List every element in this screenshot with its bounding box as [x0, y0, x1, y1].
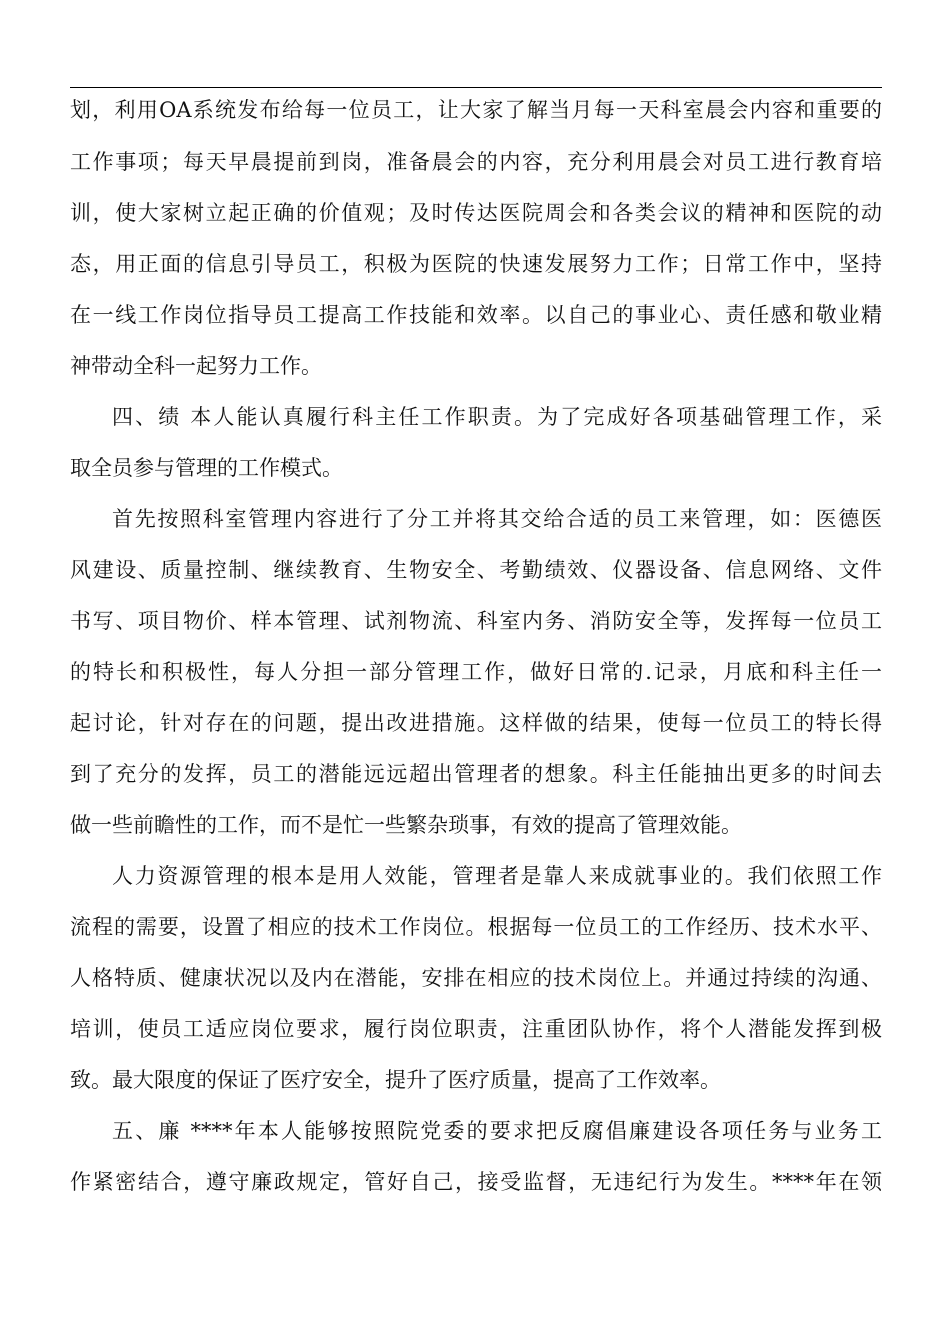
text-line: 训，使大家树立起正确的价值观；及时传达医院周会和各类会议的精神和医院的动 — [70, 201, 882, 225]
text-line: 起讨论，针对存在的问题，提出改进措施。这样做的结果，使每一位员工的特长得 — [70, 711, 882, 735]
text-line: 致。最大限度的保证了医疗安全，提升了医疗质量，提高了工作效率。 — [70, 1068, 721, 1092]
header-rule — [70, 87, 882, 88]
text-line: 流程的需要，设置了相应的技术工作岗位。根据每一位员工的工作经历、技术水平、 — [70, 915, 882, 939]
text-line: 到了充分的发挥，员工的潜能远远超出管理者的想象。科主任能抽出更多的时间去 — [70, 762, 882, 786]
text-line: 做一些前瞻性的工作，而不是忙一些繁杂琐事，有效的提高了管理效能。 — [70, 813, 742, 837]
text-line: 取全员参与管理的工作模式。 — [70, 456, 343, 480]
text-line: 神带动全科一起努力工作。 — [70, 354, 322, 378]
text-line: 态，用正面的信息引导员工，积极为医院的快速发展努力工作；日常工作中，坚持 — [70, 252, 882, 276]
section-heading-line: 四、绩 本人能认真履行科主任工作职责。为了完成好各项基础管理工作，采 — [112, 405, 882, 429]
text-line: 培训，使员工适应岗位要求，履行岗位职责，注重团队协作，将个人潜能发挥到极 — [70, 1017, 882, 1041]
text-line: 书写、项目物价、样本管理、试剂物流、科室内务、消防安全等，发挥每一位员工 — [70, 609, 882, 633]
text-line: 人格特质、健康状况以及内在潜能，安排在相应的技术岗位上。并通过持续的沟通、 — [70, 966, 882, 990]
text-line: 风建设、质量控制、继续教育、生物安全、考勤绩效、仪器设备、信息网络、文件 — [70, 558, 882, 582]
text-line: 在一线工作岗位指导员工提高工作技能和效率。以自己的事业心、责任感和敬业精 — [70, 303, 882, 327]
paragraph-first-line: 首先按照科室管理内容进行了分工并将其交给合适的员工来管理，如：医德医 — [112, 507, 882, 531]
text-line: 的特长和积极性，每人分担一部分管理工作，做好日常的.记录，月底和科主任一 — [70, 660, 882, 684]
paragraph-first-line: 人力资源管理的根本是用人效能，管理者是靠人来成就事业的。我们依照工作 — [112, 864, 882, 888]
text-line: 作紧密结合，遵守廉政规定，管好自己，接受监督，无违纪行为发生。****年在领 — [70, 1170, 882, 1194]
section-heading-line: 五、廉 ****年本人能够按照院党委的要求把反腐倡廉建设各项任务与业务工 — [112, 1119, 882, 1143]
text-line: 工作事项；每天早晨提前到岗，准备晨会的内容，充分利用晨会对员工进行教育培 — [70, 150, 882, 174]
text-line: 划，利用OA系统发布给每一位员工，让大家了解当月每一天科室晨会内容和重要的 — [70, 98, 882, 122]
